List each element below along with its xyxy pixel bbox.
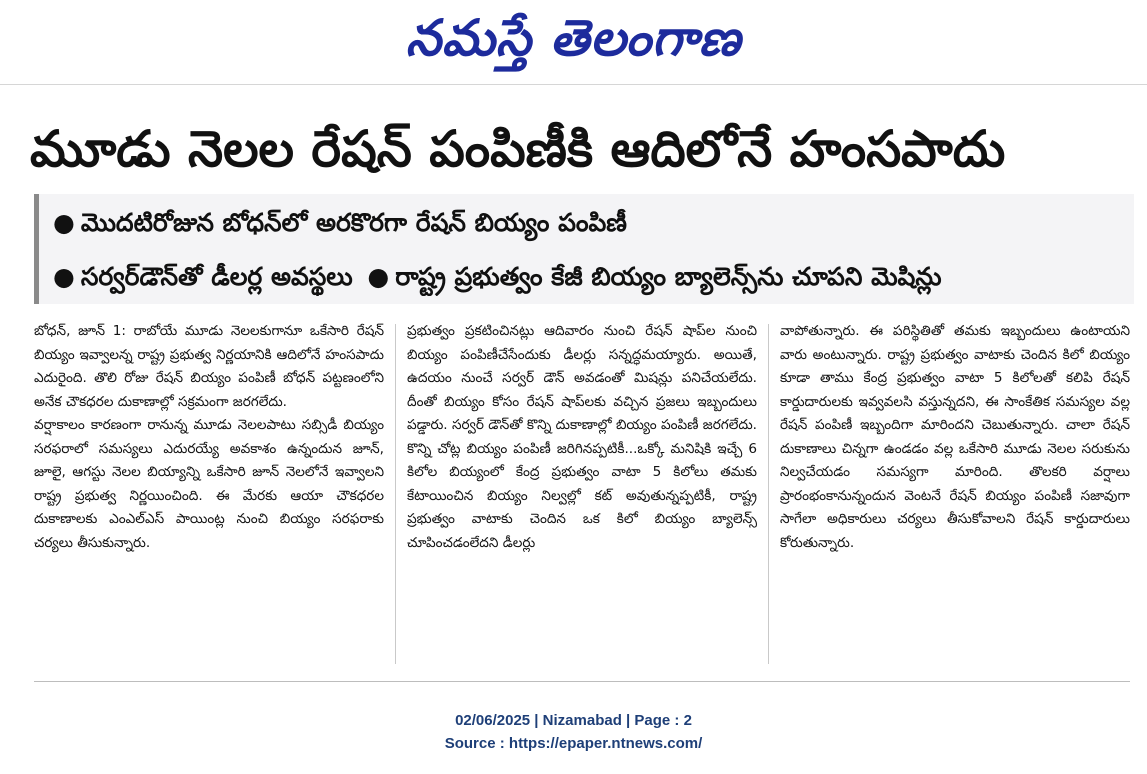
deck-text-2b: రాష్ట్ర ప్రభుత్వం కేజీ బియ్యం బ్యాలెన్స్‌ను చూపని మెషిన్లు xyxy=(395,262,942,291)
deck-line-2 xyxy=(53,258,1123,296)
article-paragraph: బోధన్, జూన్ 1: రాబోయే మూడు నెలలకుగానూ ఒకేసారి రేషన్ బియ్యం ఇవ్వాలన్న రాష్ట్ర ప్రభుత్వ నిర్ణయానికి ఆదిలోనే హంసపాదు ఎదురైంది. తొలి రోజు రేషన్ బియ్యం పంపిణీ బోధన్ పట్టణంలోని అనేక చౌకధరల దుకాణాల్లో సక్రమంగా జరగలేదు. xyxy=(34,323,384,410)
masthead-divider xyxy=(0,84,1147,85)
article-paragraph: ప్రభుత్వం ప్రకటించినట్లు ఆదివారం నుంచి రేషన్ షాప్‌ల నుంచి బియ్యం పంపిణీచేసేందుకు డీలర్లు సన్నద్ధమయ్యారు. అయితే, ఉదయం నుంచే సర్వర్ డౌన్ అవడంతో మిషన్లు పనిచేయలేదు. దీంతో బియ్యం కోసం రేషన్ షాప్‌లకు వచ్చిన ప్రజలు ఇబ్బందులు పడ్డారు. సర్వర్ డౌన్‌తో కొన్ని దుకాణాల్లో బియ్యం పంపిణీ జరగలేదు. కొన్ని చోట్ల బియ్యం పంపిణీ జరిగినప్పటికీ...ఒక్కో మనిషికి ఇచ్చే 6 కిలోల బియ్యంలో కేంద్ర ప్రభుత్వం వాటా 5 కిలోలు తమకు కేటాయించిన బియ్యం నిల్వల్లో కట్ అవుతున్నప్పటికీ, రాష్ట్ర ప్రభుత్వం వాటాకు చెందిన ఒక కిలో బియ్యం బ్యాలెన్స్ చూపించడంలేదని డీలర్లు xyxy=(407,323,757,551)
deck-box xyxy=(34,194,1134,304)
column-divider xyxy=(768,324,769,664)
deck-text-1: మొదటిరోజున బోధన్‌లో అరకొరగా రేషన్ బియ్యం పంపిణీ xyxy=(80,208,627,237)
article-body xyxy=(34,320,1130,670)
footer-divider xyxy=(34,681,1130,682)
footer-edition-info: 02/06/2025 | Nizamabad | Page : 2 xyxy=(455,712,692,729)
deck-text-2a: సర్వర్‌డౌన్‌తో డీలర్ల అవస్థలు xyxy=(80,262,353,291)
bullet-icon: ● xyxy=(367,262,390,291)
article-column-1 xyxy=(34,320,384,670)
article-column-2 xyxy=(407,320,757,670)
bullet-icon: ● xyxy=(53,208,75,237)
footer-source: Source : https://epaper.ntnews.com/ xyxy=(444,735,703,752)
article-paragraph: వాపోతున్నారు. ఈ పరిస్థితితో తమకు ఇబ్బందులు ఉంటాయని వారు అంటున్నారు. రాష్ట్ర ప్రభుత్వం వాటాకు చెందిన కిలో బియ్యం కూడా తాము కేంద్ర ప్రభుత్వం వాటా 5 కిలోలతో కలిపి రేషన్ కార్డుదారులకు ఇవ్వవలసి వస్తున్నదని, ఈ సాంకేతిక సమస్యల వల్ల రేషన్ పంపిణీ ఇబ్బందిగా మారిందని చెబుతున్నారు. చాలా రేషన్ దుకాణాలు చిన్నగా ఉండడం వల్ల ఒకేసారి మూడు నెలల సరుకును నిల్వచేయడం సమస్యగా మారింది. తొలకరి వర్షాలు ప్రారంభంకానున్నందున వెంటనే రేషన్ బియ్యం పంపిణీ సజావుగా సాగేలా అధికారులు చర్యలు తీసుకోవాలని రేషన్ కార్డుదారులు కోరుతున్నారు. xyxy=(780,323,1130,551)
deck-line-1 xyxy=(53,204,1123,242)
masthead-title: నమస్తే తెలంగాణ xyxy=(405,8,742,67)
masthead-logo xyxy=(0,6,1147,70)
headline: మూడు నెలల రేషన్ పంపిణీకి ఆదిలోనే హంసపాదు xyxy=(30,120,1006,178)
bullet-icon: ● xyxy=(53,262,75,291)
article-column-3 xyxy=(780,320,1130,670)
article-paragraph: వర్షాకాలం కారణంగా రానున్న మూడు నెలలపాటు సబ్సిడీ బియ్యం సరఫరాలో సమస్యలు ఎదురయ్యే అవకాశం ఉన్నందున జూన్, జూలై, ఆగస్టు నెలల బియ్యాన్ని ఒకేసారి జూన్ నెలలోనే ఇవ్వాలని రాష్ట్ర ప్రభుత్వ నిర్ణయించింది. ఈ మేరకు ఆయా చౌకధరల దుకాణాలకు ఎంఎల్ఎస్ పాయింట్ల నుంచి బియ్యం సరఫరాకు చర్యలు తీసుకున్నారు. xyxy=(34,417,384,551)
column-divider xyxy=(395,324,396,664)
